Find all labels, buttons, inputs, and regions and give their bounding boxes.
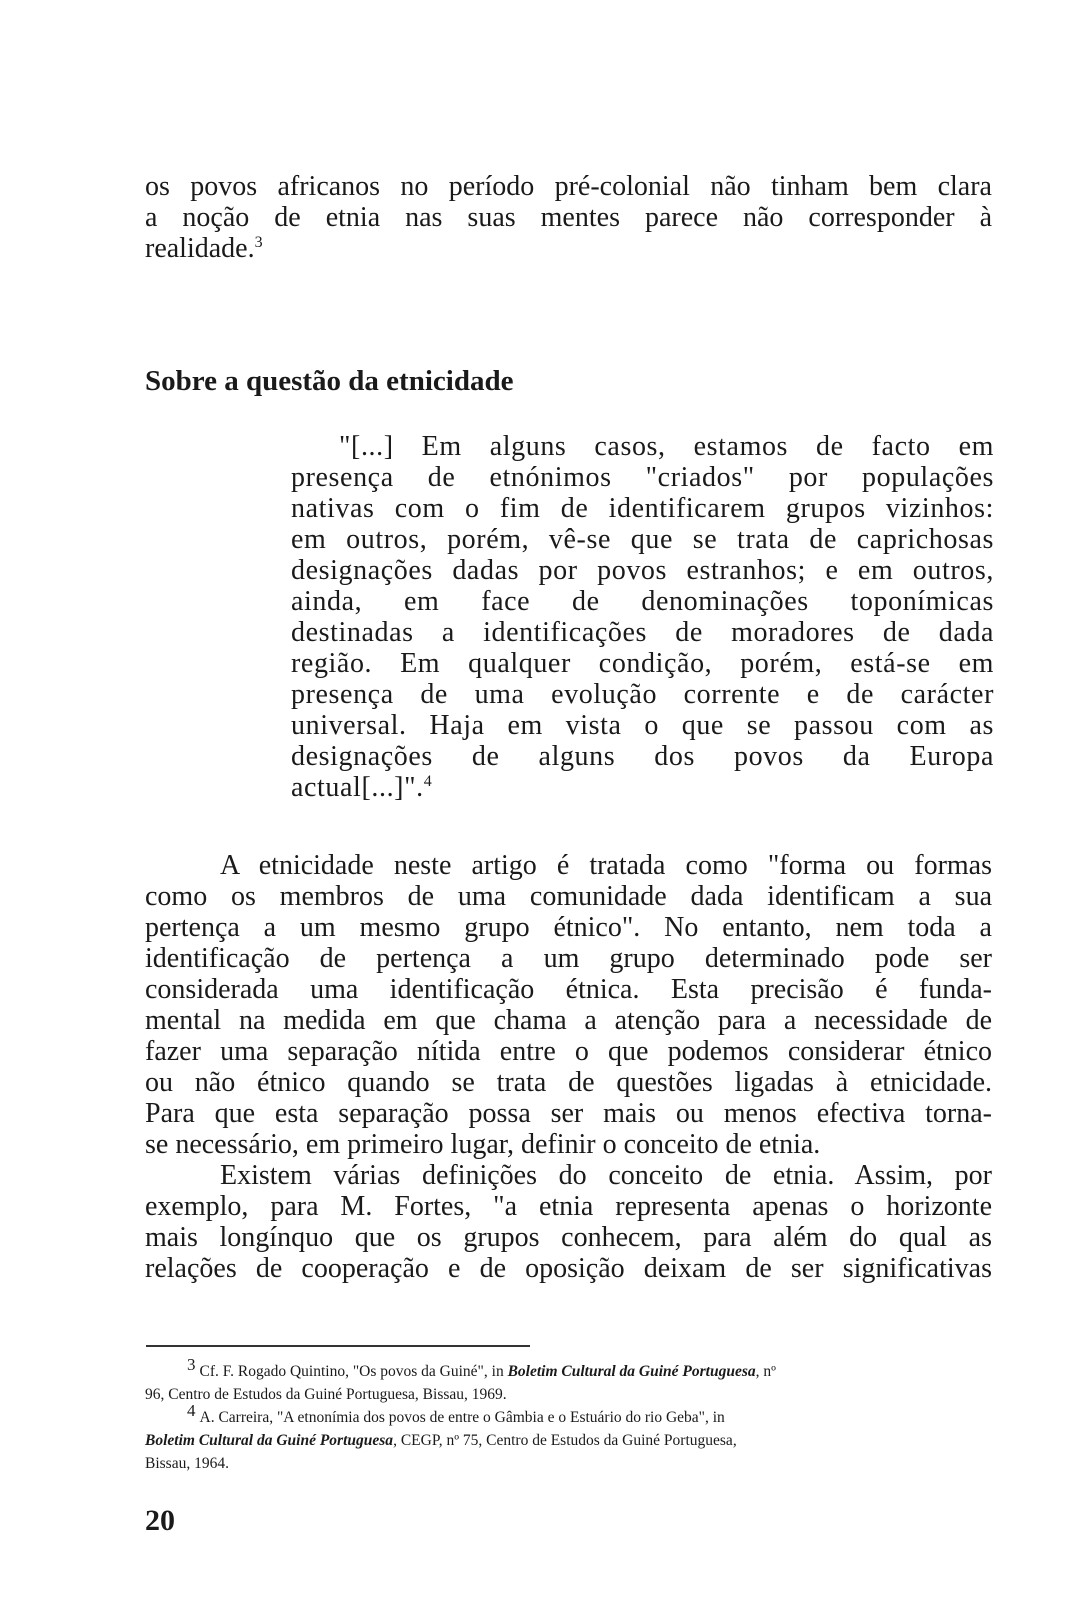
footnote-3 <box>145 1355 992 1383</box>
footnote-text: , nº <box>755 1363 776 1380</box>
section-heading: Sobre a questão da etnicidade <box>145 365 514 397</box>
intro-line: os povos africanos no período pré-colonial não tinham bem clara <box>145 171 992 202</box>
body-line: identificação de pertença a um grupo determinado pode ser <box>145 943 992 974</box>
journal-title: Boletim Cultural da Guiné Portuguesa <box>507 1363 756 1380</box>
footnote-text: A. Carreira, "A etnonímia dos povos de entre o Gâmbia e o Estuário do rio Geba", in <box>199 1409 725 1426</box>
footnote-text: Cf. F. Rogado Quintino, "Os povos da Guiné", in <box>199 1363 508 1380</box>
footnote-separator <box>146 1345 530 1347</box>
quote-line-last <box>291 772 994 803</box>
footnotes <box>145 1355 992 1475</box>
footnote-number: 3 <box>187 1355 196 1374</box>
footnote-4-line3: Bissau, 1964. <box>145 1455 229 1472</box>
body-line: considerada uma identificação étnica. Esta precisão é funda- <box>145 974 992 1005</box>
quote-line: presença de etnónimos "criados" por populações <box>291 462 994 493</box>
quote-line: designações de alguns dos povos da Europa <box>291 741 994 772</box>
body-text <box>145 850 992 1284</box>
body-line: relações de cooperação e de oposição deixam de ser significativas <box>145 1253 992 1284</box>
quote-line-text: actual[...]". <box>291 772 424 803</box>
quote-line: presença de uma evolução corrente e de carácter <box>291 679 994 710</box>
footnote-4 <box>145 1401 992 1429</box>
intro-line: a noção de etnia nas suas mentes parece não corresponder à <box>145 202 992 233</box>
quote-line: universal. Haja em vista o que se passou com as <box>291 710 994 741</box>
quote-line: nativas com o fim de identificarem grupos vizinhos: <box>291 493 994 524</box>
intro-line-text: realidade. <box>145 233 255 264</box>
intro-paragraph <box>145 171 992 264</box>
quote-line: destinadas a identificações de moradores de dada <box>291 617 994 648</box>
page-number: 20 <box>145 1504 175 1537</box>
body-line: ou não étnico quando se trata de questões ligadas à etnicidade. <box>145 1067 992 1098</box>
body-line: Existem várias definições do conceito de etnia. Assim, por <box>220 1160 992 1191</box>
block-quote <box>291 431 994 803</box>
footnote-ref-3[interactable]: 3 <box>254 234 263 251</box>
footnote-3-line2: 96, Centro de Estudos da Guiné Portuguesa, Bissau, 1969. <box>145 1386 507 1403</box>
footnote-ref-4[interactable]: 4 <box>423 773 433 790</box>
intro-line-last <box>145 233 992 264</box>
quote-line: em outros, porém, vê-se que se trata de caprichosas <box>291 524 994 555</box>
quote-line: região. Em qualquer condição, porém, está-se em <box>291 648 994 679</box>
body-line: pertença a um mesmo grupo étnico". No entanto, nem toda a <box>145 912 992 943</box>
body-line: como os membros de uma comunidade dada identificam a sua <box>145 881 992 912</box>
footnote-4-line2 <box>145 1429 992 1452</box>
body-line: mais longínquo que os grupos conhecem, para além do qual as <box>145 1222 992 1253</box>
journal-title: Boletim Cultural da Guiné Portuguesa <box>145 1432 394 1449</box>
body-line: fazer uma separação nítida entre o que podemos considerar étnico <box>145 1036 992 1067</box>
footnote-text: , CEGP, nº 75, Centro de Estudos da Guiné Portuguesa, <box>393 1432 737 1449</box>
quote-line: "[...] Em alguns casos, estamos de facto em <box>339 431 994 462</box>
body-line: exemplo, para M. Fortes, "a etnia representa apenas o horizonte <box>145 1191 992 1222</box>
quote-line: designações dadas por povos estranhos; e em outros, <box>291 555 994 586</box>
footnote-number: 4 <box>187 1401 196 1420</box>
body-line: mental na medida em que chama a atenção para a necessidade de <box>145 1005 992 1036</box>
body-line: A etnicidade neste artigo é tratada como "forma ou formas <box>220 850 992 881</box>
quote-line: ainda, em face de denominações toponímicas <box>291 586 994 617</box>
body-line: se necessário, em primeiro lugar, definir o conceito de etnia. <box>145 1129 821 1160</box>
body-line: Para que esta separação possa ser mais ou menos efectiva torna- <box>145 1098 992 1129</box>
